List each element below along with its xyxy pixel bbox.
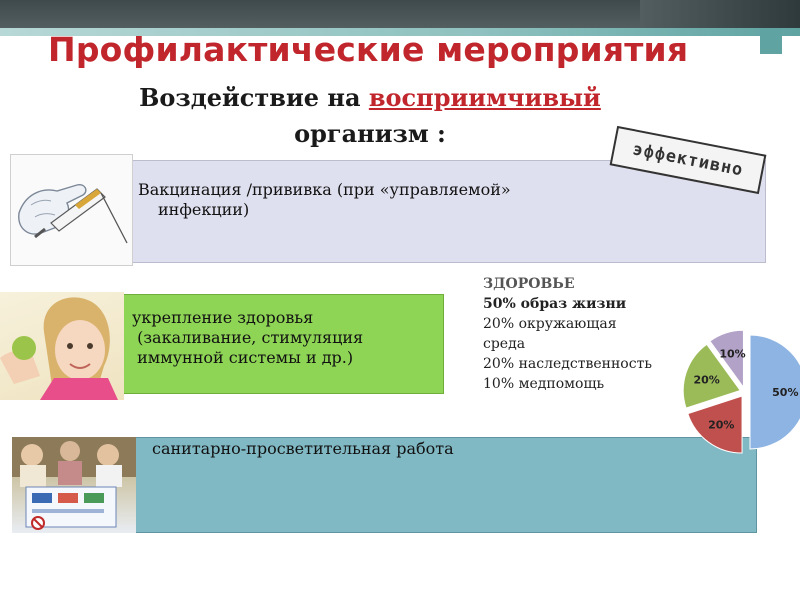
health-line-1: укрепление здоровья (132, 308, 314, 327)
health-text (132, 308, 442, 368)
slide-title: Профилактические мероприятия (48, 30, 689, 69)
classroom-photo (12, 437, 136, 533)
subtitle-suffix: организм : (294, 119, 446, 148)
pie-slice-label: 20% (708, 418, 735, 432)
subtitle-highlight: восприимчивый (368, 83, 601, 112)
health-item: среда (483, 336, 526, 352)
health-line-2: (закаливание, стимуляция (132, 328, 364, 347)
health-factors (483, 274, 683, 394)
vaccination-line-2: инфекции) (158, 200, 250, 219)
health-item: 50% образ жизни (483, 296, 627, 312)
health-item: 10% медпомощь (483, 376, 605, 392)
teal-tab (760, 28, 782, 54)
syringe-image (10, 154, 133, 266)
pie-slice-label: 50% (772, 386, 799, 399)
classroom-illustration (12, 437, 136, 533)
vaccination-line-1: Вакцинация /прививка (при «управляемой» (138, 180, 511, 199)
health-pie-chart (660, 326, 800, 458)
health-heading: ЗДОРОВЬЕ (483, 276, 575, 292)
education-text: санитарно-просветительная работа (152, 439, 454, 458)
subtitle-prefix: Воздействие на (139, 83, 369, 112)
health-item: 20% наследственность (483, 356, 652, 372)
pie-slice-label: 10% (719, 347, 746, 361)
child-photo (0, 292, 124, 400)
vaccination-text (138, 180, 638, 220)
top-bar (0, 0, 800, 28)
child-illustration (0, 292, 124, 400)
pie-slice-label: 20% (693, 373, 720, 387)
health-line-3: иммунной системы и др.) (132, 348, 354, 367)
slide-subtitle (60, 80, 680, 152)
syringe-illustration (11, 155, 133, 266)
effective-badge: эффективно (610, 126, 767, 194)
health-item: 20% окружающая (483, 316, 617, 332)
top-bar-accent (640, 0, 800, 28)
